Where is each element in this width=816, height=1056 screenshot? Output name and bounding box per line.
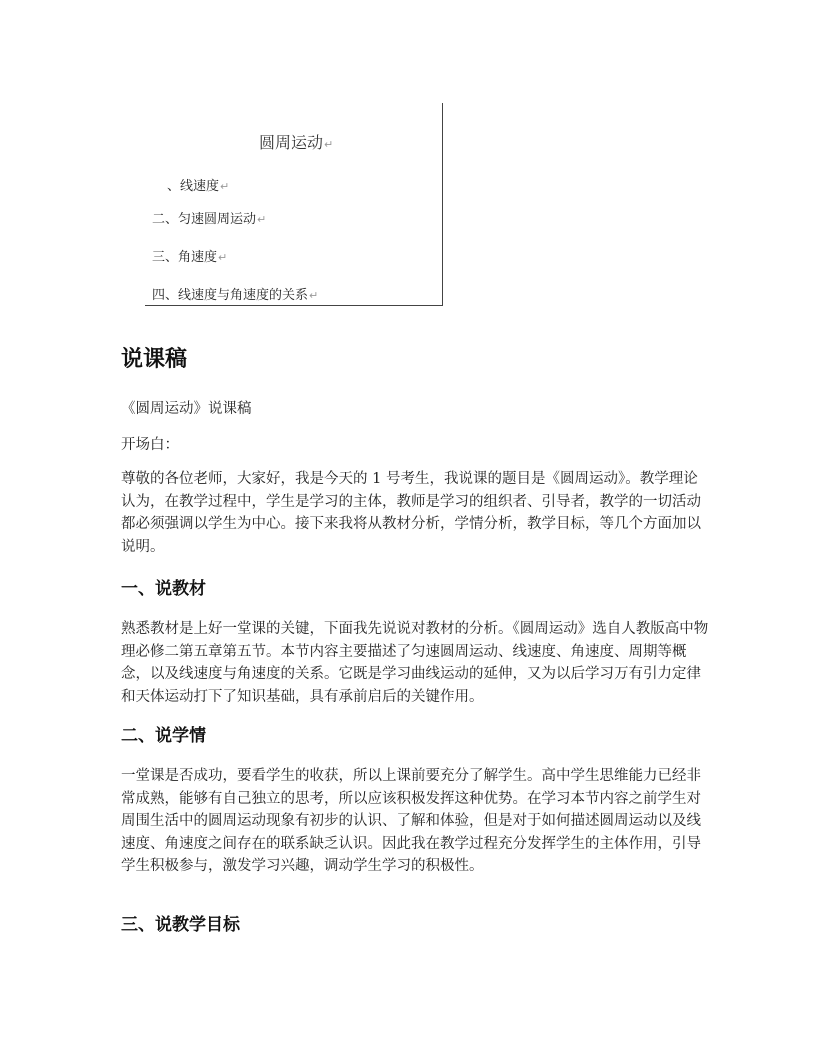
return-mark-icon: ↵ xyxy=(324,138,334,151)
section-heading-objectives: 三、说教学目标 xyxy=(121,915,240,935)
return-mark-icon: ↵ xyxy=(220,180,230,193)
outline-item: 二、匀速圆周运动↵ xyxy=(152,212,267,227)
section-paragraph-textbook: 熟悉教材是上好一堂课的关键，下面我先说说对教材的分析。《圆周运动》选自人教版高中物理必修二第五章第五节。本节内容主要描述了匀速圆周运动、线速度、角速度、周期等概念，以及线速度与角速度的关系。它既是学习曲线运动的延伸，又为以后学习万有引力定律和天体运动打下了知识基础，具有承前启后的关键作用。 xyxy=(121,621,709,705)
return-mark-icon: ↵ xyxy=(309,289,319,302)
outline-item: 四、线速度与角速度的关系↵ xyxy=(152,288,319,303)
document-subtitle: 《圆周运动》说课稿 xyxy=(121,401,252,417)
opening-paragraph: 尊敬的各位老师，大家好，我是今天的 1 号考生，我说课的题目是《圆周运动》。教学理论认为，在教学过程中，学生是学习的主体，教师是学习的组织者、引导者，教学的一切活动都必须强调以学生为中心。接下来我将从教材分析，学情分析，教学目标，等几个方面加以说明。 xyxy=(121,471,701,555)
outline-box xyxy=(145,103,443,306)
return-mark-icon: ↵ xyxy=(257,213,267,226)
section-paragraph-students: 一堂课是否成功，要看学生的收获，所以上课前要充分了解学生。高中学生思维能力已经非常成熟，能够有自己独立的思考，所以应该积极发挥这种优势。在学习本节内容之前学生对周围生活中的圆周运动现象有初步的认识、了解和体验，但是对于如何描述圆周运动以及线速度、角速度之间存在的联系缺乏认识。因此我在教学过程充分发挥学生的主体作用，引导学生积极参与，激发学习兴趣，调动学生学习的积极性。 xyxy=(121,768,701,874)
outline-title: 圆周运动↵ xyxy=(259,133,334,152)
section-heading-students: 二、说学情 xyxy=(121,726,206,746)
section-heading-textbook: 一、说教材 xyxy=(121,579,206,599)
return-mark-icon: ↵ xyxy=(218,251,228,264)
document-title: 说课稿 xyxy=(121,346,188,372)
outline-item: 、线速度↵ xyxy=(167,179,230,194)
outline-item: 三、角速度↵ xyxy=(152,250,228,265)
opening-label: 开场白： xyxy=(121,437,179,453)
